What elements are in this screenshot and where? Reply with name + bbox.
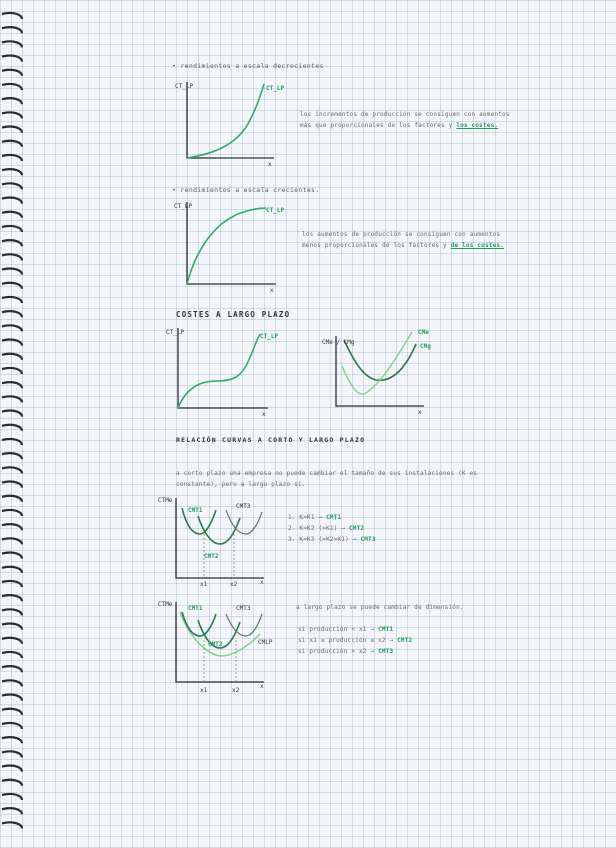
- note-row: [288, 525, 376, 532]
- curve-label-cmt1: CMT1: [188, 605, 203, 612]
- arrow-icon: →: [385, 637, 398, 644]
- spiral-ring: [2, 340, 22, 346]
- spiral-ring: [2, 112, 22, 118]
- arrow-icon: →: [337, 525, 349, 532]
- spiral-ring: [2, 808, 22, 814]
- spiral-ring: [2, 84, 22, 90]
- x-axis-label: x: [260, 683, 264, 690]
- note-text: menos proporcionales de los factores y: [302, 242, 447, 249]
- graph-short-run-curves: [160, 494, 268, 590]
- spiral-ring: [2, 524, 22, 530]
- y-axis-label: CT_LP: [174, 203, 193, 210]
- spiral-ring: [2, 467, 22, 473]
- tick-x2: x2: [232, 687, 240, 694]
- spiral-ring: [2, 311, 22, 317]
- tick-x1: x1: [200, 687, 208, 694]
- note-row: [288, 536, 376, 543]
- spiral-ring: [2, 595, 22, 601]
- spiral-ring: [2, 98, 22, 104]
- intro-line-2: constante), pero a largo plazo sí.: [176, 481, 306, 488]
- spiral-ring: [2, 794, 22, 800]
- note-result: CMT3: [360, 536, 376, 543]
- note-condition: 3. K=K3 (>K2>K1): [288, 536, 349, 543]
- spiral-ring: [2, 56, 22, 62]
- heading-increasing-scale: • rendimientos a escala crecientes.: [172, 186, 320, 194]
- note-line-2: [302, 242, 504, 249]
- curve-label-cmlp: CMLP: [258, 639, 273, 646]
- note-text: más que proporcionales de los factores y: [300, 122, 453, 129]
- note-result: CMT1: [378, 626, 394, 633]
- tick-x2: x2: [230, 581, 238, 588]
- spiral-ring: [2, 482, 22, 488]
- spiral-ring: [2, 382, 22, 388]
- note-row: [298, 637, 412, 644]
- note-line-1: los aumentos de producción se consiguen con aumentos: [302, 231, 501, 238]
- arrow-icon: →: [314, 514, 327, 521]
- spiral-ring: [2, 169, 22, 175]
- spiral-ring: [2, 254, 22, 260]
- graph-ctlp-cubic: [166, 326, 279, 418]
- spiral-ring: [2, 70, 22, 76]
- note-row: [298, 626, 412, 633]
- y-axis-label: CT_LP: [166, 329, 185, 336]
- note-result: CMT2: [397, 637, 413, 644]
- x-axis-label: x: [268, 161, 272, 168]
- graph-cme-cmg: [324, 322, 434, 416]
- spiral-ring: [2, 183, 22, 189]
- curve-label-cmt3: CMT3: [236, 503, 251, 510]
- spiral-ring: [2, 553, 22, 559]
- note-line-2: [300, 122, 498, 129]
- spiral-ring: [2, 368, 22, 374]
- spiral-ring: [2, 780, 22, 786]
- section-title-long-run: COSTES A LARGO PLAZO: [176, 310, 291, 319]
- spiral-ring: [2, 581, 22, 587]
- arrow-icon: →: [366, 648, 379, 655]
- curve-label-cmt2: CMT2: [208, 641, 223, 648]
- spiral-ring: [2, 240, 22, 246]
- note-result: CMT2: [349, 525, 365, 532]
- spiral-ring: [2, 354, 22, 360]
- intro-line-1: a corto plazo una empresa no puede cambiar el tamaño de sus instalaciones (K es: [176, 470, 478, 477]
- section-title-relation: RELACIÓN CURVAS A CORTO Y LARGO PLAZO: [176, 436, 366, 444]
- note-condition: si producción > x2: [298, 648, 367, 655]
- spiral-ring: [2, 695, 22, 701]
- spiral-ring: [2, 453, 22, 459]
- spiral-ring: [2, 609, 22, 615]
- spiral-ring: [2, 766, 22, 772]
- spiral-ring: [2, 425, 22, 431]
- spiral-ring: [2, 41, 22, 47]
- note-highlight: de los costes.: [450, 242, 505, 249]
- spiral-ring: [2, 737, 22, 743]
- note-row: [298, 648, 412, 655]
- spiral-ring: [2, 127, 22, 133]
- arrow-icon: →: [349, 536, 361, 543]
- curve-label-cmt1: CMT1: [188, 507, 203, 514]
- spiral-ring: [2, 709, 22, 715]
- graph2-heading: a largo plazo se puede cambiar de dimensión.: [296, 604, 464, 611]
- spiral-ring: [2, 297, 22, 303]
- x-axis-label: x: [270, 287, 274, 294]
- note-condition: 2. K=K2 (>K1): [288, 525, 338, 532]
- x-axis-label: x: [418, 409, 422, 416]
- spiral-ring: [2, 567, 22, 573]
- curve-label: CT_LP: [260, 333, 279, 340]
- spiral-ring: [2, 680, 22, 686]
- spiral-ring: [2, 411, 22, 417]
- y-axis-label: CTMe: [158, 497, 173, 504]
- graph-ctlp-convex: [175, 80, 285, 170]
- graph-ctlp-concave: [174, 200, 285, 294]
- y-axis-label: CT_LP: [175, 83, 194, 90]
- curve-label-cmt2: CMT2: [204, 553, 219, 560]
- spiral-ring: [2, 27, 22, 33]
- note-row: [288, 514, 376, 521]
- spiral-ring: [2, 510, 22, 516]
- note-result: CMT1: [326, 514, 342, 521]
- y-axis-label: CMe / CMg: [322, 339, 355, 346]
- arrow-icon: →: [366, 626, 379, 633]
- graph1-notes: [288, 514, 376, 547]
- spiral-ring: [2, 538, 22, 544]
- curve-label-cmg: CMg: [420, 343, 431, 350]
- spiral-ring: [2, 155, 22, 161]
- note-line-1: los incrementos de producción se consiguen con aumentos: [300, 111, 510, 118]
- tick-x1: x1: [200, 581, 208, 588]
- note-highlight: los costes.: [456, 122, 499, 129]
- curve-label: CT_LP: [266, 207, 285, 214]
- spiral-ring: [2, 751, 22, 757]
- note-condition: si producción < x1: [298, 626, 367, 633]
- spiral-ring: [2, 141, 22, 147]
- note-result: CMT3: [378, 648, 394, 655]
- spiral-ring: [2, 652, 22, 658]
- spiral-ring: [2, 396, 22, 402]
- spiral-ring: [2, 822, 22, 828]
- curve-label-cme: CMe: [418, 329, 429, 336]
- spiral-ring: [2, 638, 22, 644]
- curve-label: CT_LP: [266, 85, 285, 92]
- note-condition: 1. K=K1: [288, 514, 315, 521]
- graph2-notes: [298, 626, 412, 659]
- spiral-ring: [2, 723, 22, 729]
- spiral-ring: [2, 496, 22, 502]
- spiral-ring: [2, 325, 22, 331]
- x-axis-label: x: [262, 411, 266, 418]
- y-axis-label: CTMe: [158, 601, 173, 608]
- spiral-ring: [2, 13, 22, 19]
- spiral-ring: [2, 198, 22, 204]
- graph-long-run-envelope: [160, 598, 272, 696]
- spiral-binding: [0, 10, 26, 840]
- spiral-ring: [2, 283, 22, 289]
- spiral-ring: [2, 226, 22, 232]
- note-condition: si x1 ≤ producción ≤ x2: [298, 637, 386, 644]
- spiral-ring: [2, 269, 22, 275]
- spiral-ring: [2, 666, 22, 672]
- curve-label-cmt3: CMT3: [236, 605, 251, 612]
- heading-decreasing-scale: • rendimientos a escala decrecientes: [172, 62, 324, 70]
- spiral-ring: [2, 212, 22, 218]
- spiral-ring: [2, 624, 22, 630]
- spiral-ring: [2, 439, 22, 445]
- x-axis-label: x: [260, 579, 264, 586]
